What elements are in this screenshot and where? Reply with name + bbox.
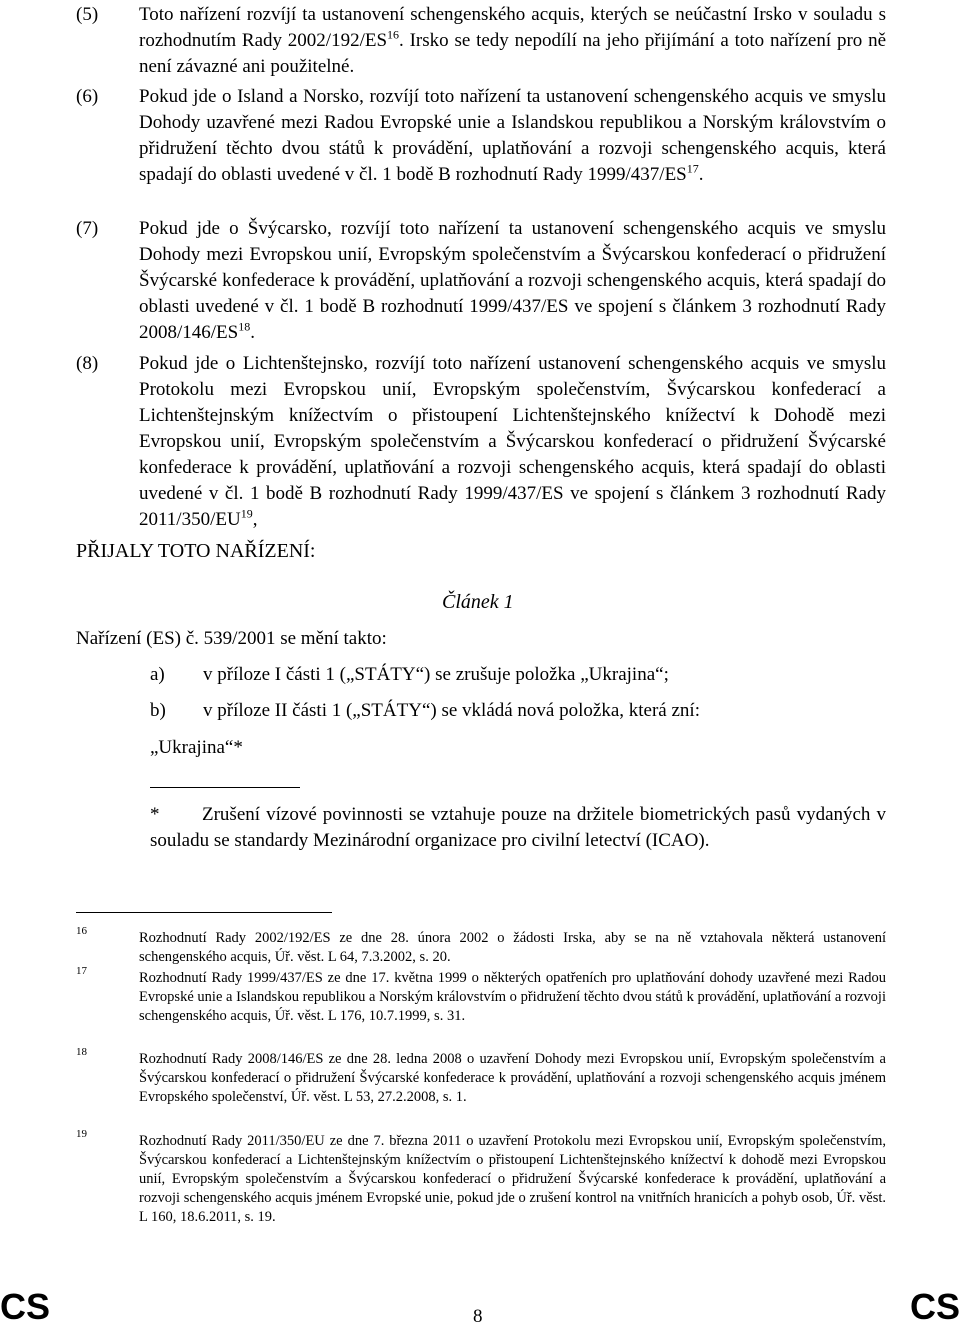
footnote bbox=[76, 1128, 886, 1227]
footnote-text: Rozhodnutí Rady 2008/146/ES ze dne 28. ledna 2008 o uzavření Dohody mezi Evropskou unií, Evropským společenstvím a Švýcarskou konfederací o přidružení Švýcarské konfederace k provádění, uplatňování a rozvoji schengenského acquis jménem Evropského společenství, Úř. věst. L 53, 27.2.2008, s. 1. bbox=[139, 1051, 886, 1105]
language-code-right: CS bbox=[909, 1286, 960, 1327]
recital-text: Pokud jde o Švýcarsko, rozvíjí toto nařízení ta ustanovení schengenského acquis ve smyslu Dohody mezi Evropskou unií, Evropským společenstvím a Švýcarskou konfederací o přidružení Švýcarské konfederace k provádění, uplatňování a rozvoji schengenského acquis, která spadají do oblasti uvedené v čl. 1 bodě B rozhodnutí 1999/437/ES ve spojení s článkem 3 rozhodnutí Rady 2008/146/ES$^{18}$. bbox=[139, 218, 886, 343]
footnote-number: 16 bbox=[76, 925, 87, 937]
item-text: v příloze II části 1 („STÁTY“) se vkládá nová položka, která zní: bbox=[203, 700, 700, 721]
footnote-text: Rozhodnutí Rady 2011/350/EU ze dne 7. března 2011 o uzavření Protokolu mezi Evropskou unií, Evropským společenstvím, Švýcarskou konfederací a Lichtenštejnským knížectvím o přistoupení Lichtenštejnského knížectví k dohodě mezi Evropskou unií, Evropským společenstvím a Švýcarskou konfederací o přidružení Švýcarské konfederace k provádění, uplatňování a rozvoji schengenského acquis jménem Evropské unie, pokud jde o zrušení kontrol na vnitřních hranicích a pohyb osob, Úř. věst. L 160, 18.6.2011, s. 19. bbox=[139, 1133, 886, 1225]
adopted-heading: PŘIJALY TOTO NAŘÍZENÍ: bbox=[76, 540, 316, 562]
footnote-ref[interactable]: 19 bbox=[240, 506, 253, 521]
footnote-number: 18 bbox=[76, 1046, 87, 1058]
footnote-text: Rozhodnutí Rady 2002/192/ES ze dne 28. února 2002 o žádosti Irska, aby se na ně vztahovala některá ustanovení schengenského acquis, Úř. věst. L 64, 7.3.2002, s. 20. bbox=[139, 930, 886, 965]
recital-text: Pokud jde o Island a Norsko, rozvíjí toto nařízení ta ustanovení schengenského acquis ve smyslu Dohody uzavřené mezi Radou Evropské unie a Islandskou republikou a Norským královstvím o přidružení těchto dvou států k provádění, uplatňování a rozvoji schengenského acquis, která spadají do oblasti uvedené v čl. 1 bodě B rozhodnutí Rady 1999/437/ES$^{17}$. bbox=[139, 86, 886, 185]
article-title: Článek 1 bbox=[442, 591, 514, 613]
footnote-ref[interactable]: 17 bbox=[686, 161, 699, 176]
footnote bbox=[76, 1046, 886, 1107]
recital-5 bbox=[76, 2, 886, 80]
item-letter: b) bbox=[150, 700, 166, 721]
list-item bbox=[150, 698, 700, 724]
recital-number: (7) bbox=[76, 218, 99, 239]
footnote-text: Rozhodnutí Rady 1999/437/ES ze dne 17. května 1999 o některých opatřeních pro uplatňování dohody uzavřené mezi Radou Evropské unie a Islandskou republikou a Norským královstvím o přidružení těchto dvou států k provádění, uplatňování a rozvoji schengenského acquis, Úř. věst. L 176, 10.7.1999, s. 31. bbox=[139, 970, 886, 1024]
page-number: 8 bbox=[473, 1306, 483, 1327]
recital-6 bbox=[76, 84, 886, 188]
note-separator bbox=[150, 787, 300, 788]
recital-text: Pokud jde o Lichtenštejnsko, rozvíjí toto nařízení ustanovení schengenského acquis ve smyslu Protokolu mezi Evropskou unií, Evropským společenstvím, Švýcarskou konfederací a Lichtenštejnským knížectvím o přistoupení Lichtenštejnského knížectví k Dohodě mezi Evropskou unií, Evropským společenstvím a Švýcarskou konfederací o přidružení Švýcarské konfederace k provádění, uplatňování a rozvoji schengenského acquis, která spadají do oblasti uvedené v čl. 1 bodě B rozhodnutí Rady 1999/437/ES ve spojení s článkem 3 rozhodnutí Rady 2011/350/EU$^{19}$, bbox=[139, 353, 886, 530]
star-note-text: Zrušení vízové povinnosti se vztahuje pouze na držitele biometrických pasů vydaných v souladu se standardy Mezinárodní organizace pro civilní letectví (ICAO). bbox=[150, 804, 886, 851]
recital-number: (8) bbox=[76, 353, 99, 374]
recital-number: (6) bbox=[76, 86, 99, 107]
star-note bbox=[150, 802, 886, 854]
item-letter: a) bbox=[150, 664, 165, 685]
new-entry: „Ukrajina“* bbox=[150, 737, 243, 758]
footnote bbox=[76, 925, 886, 967]
language-code-left: CS bbox=[0, 1286, 51, 1327]
footnote-ref[interactable]: 18 bbox=[238, 319, 251, 334]
recital-number: (5) bbox=[76, 4, 99, 25]
star-marker: * bbox=[150, 804, 160, 825]
footnote-ref[interactable]: 16 bbox=[387, 27, 400, 42]
footnote-number: 17 bbox=[76, 965, 87, 977]
list-item bbox=[150, 662, 669, 688]
recital-8 bbox=[76, 351, 886, 533]
footnote-number: 19 bbox=[76, 1128, 87, 1140]
recital-7 bbox=[76, 216, 886, 346]
footnote-separator bbox=[76, 912, 332, 913]
recital-text: Toto nařízení rozvíjí ta ustanovení schengenského acquis, kterých se neúčastní Irsko v souladu s rozhodnutím Rady 2002/192/ES$^{16}$. Irsko se tedy nepodílí na jeho přijímání a toto nařízení pro ně není závazné ani použitelné. bbox=[139, 4, 887, 77]
item-text: v příloze I části 1 („STÁTY“) se zrušuje položka „Ukrajina“; bbox=[203, 664, 669, 685]
footnote bbox=[76, 965, 886, 1026]
amend-intro: Nařízení (ES) č. 539/2001 se mění takto: bbox=[76, 628, 387, 649]
